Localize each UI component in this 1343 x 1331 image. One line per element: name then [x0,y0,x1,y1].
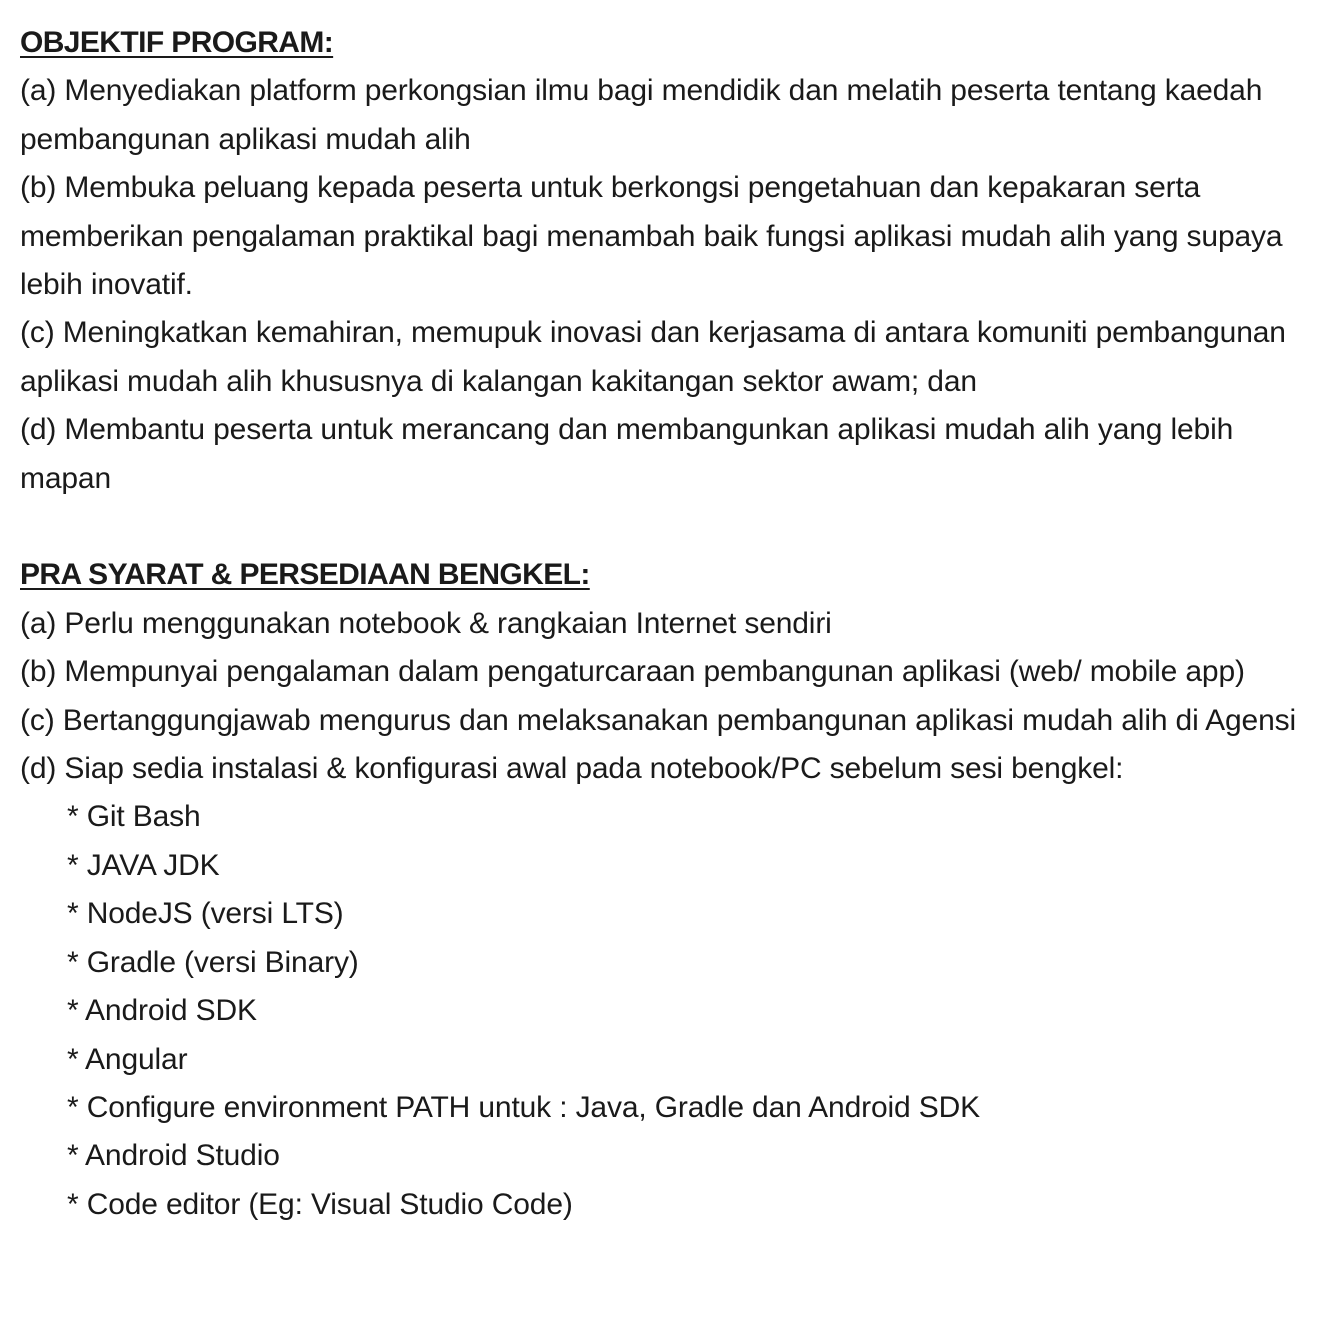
prerequisite-item-a: (a) Perlu menggunakan notebook & rangkaian Internet sendiri [20,606,832,640]
objective-item-a: (a) Menyediakan platform perkongsian ilmu bagi mendidik dan melatih peserta tentang kaedah pembangunan aplikasi mudah alih [20,74,1263,156]
tool-item: * Git Bash [67,800,201,834]
tool-item: * Angular [67,1042,188,1076]
objective-section [20,19,1320,503]
prerequisite-item-c: (c) Bertanggungjawab mengurus dan melaksanakan pembangunan aplikasi mudah alih di Agensi [20,703,1296,737]
prerequisite-item-d: (d) Siap sedia instalasi & konfigurasi awal pada notebook/PC sebelum sesi bengkel: [20,752,1124,786]
document-body [20,19,1320,1229]
tool-item: * NodeJS (versi LTS) [67,897,344,931]
objective-item-c: (c) Meningkatkan kemahiran, memupuk inovasi dan kerjasama di antara komuniti pembangunan aplikasi mudah alih khususnya di kalangan kakitangan sektor awam; dan [20,316,1286,398]
prerequisites-section [20,551,1320,1229]
prerequisites-heading: PRA SYARAT & PERSEDIAAN BENGKEL: [20,558,590,592]
tool-item: * Configure environment PATH untuk : Java, Gradle dan Android SDK [67,1090,980,1124]
tool-item: * JAVA JDK [67,848,220,882]
tool-item: * Android SDK [67,994,257,1028]
objective-item-d: (d) Membantu peserta untuk merancang dan membangunkan aplikasi mudah alih yang lebih mapan [20,413,1234,495]
objective-item-b: (b) Membuka peluang kepada peserta untuk berkongsi pengetahuan dan kepakaran serta memberikan pengalaman praktikal bagi menambah baik fungsi aplikasi mudah alih yang supaya lebih inovatif. [20,171,1283,302]
objective-heading: OBJEKTIF PROGRAM: [20,26,334,59]
tool-item: * Android Studio [67,1139,280,1173]
tool-item: * Gradle (versi Binary) [67,945,359,979]
tool-item: * Code editor (Eg: Visual Studio Code) [67,1187,573,1221]
prerequisite-item-b: (b) Mempunyai pengalaman dalam pengaturcaraan pembangunan aplikasi (web/ mobile app) [20,655,1245,689]
section-spacer [20,503,1320,551]
tool-list [20,793,1320,1229]
